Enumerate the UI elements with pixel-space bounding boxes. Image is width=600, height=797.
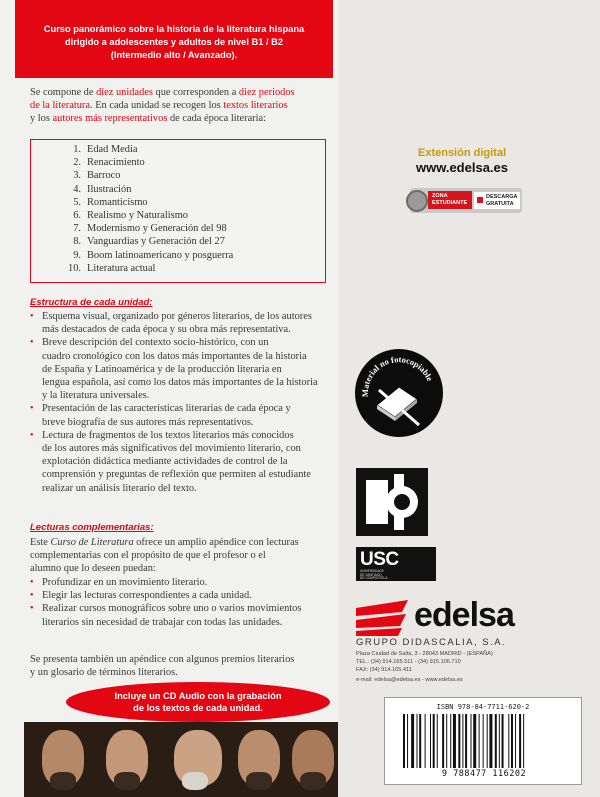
banner-line-2: dirigido a adolescentes y adultos de nivel B1 / B2 — [64, 37, 284, 47]
publisher-address: Plaza Ciudad de Salta, 3 - 28043 MADRID - (ESPAÑA) — [356, 651, 493, 657]
estructura-title: Estructura de cada unidad: — [30, 297, 153, 308]
intro-text: y los — [30, 113, 53, 124]
unit-item — [63, 196, 233, 209]
bullet-icon: • — [30, 577, 34, 588]
no-photocopy-icon — [355, 349, 443, 437]
intro-text: que corresponden a — [152, 87, 239, 98]
banner-line-1: Curso panorámico sobre la historia de la literatura hispana — [43, 24, 305, 34]
intro-text: Se compone de — [30, 87, 97, 98]
unit-label: Ilustración — [87, 183, 132, 195]
unit-item — [63, 183, 233, 196]
portrait-beard — [300, 772, 326, 790]
publisher-email[interactable]: e-mail: edelsa@edelsa.es - www.edelsa.es — [356, 677, 463, 683]
bullet-line: comprensión y preguntas de reflexión que permiten al estudiante — [42, 469, 311, 481]
bullet-line: Presentación de las características literarias de cada época y — [42, 403, 291, 415]
unit-label: Modernismo y Generación del 98 — [87, 223, 227, 235]
lecturas-text: Este — [30, 537, 51, 548]
bullet-line: más destacados de cada época y su obra más representativa. — [42, 324, 291, 336]
bullet-icon: • — [30, 311, 34, 322]
unit-label: Vanguardias y Generación del 27 — [87, 236, 225, 248]
unit-number: 3. — [73, 170, 81, 182]
bullet-line: Esquema visual, organizado por géneros literarios, de los autores — [42, 311, 312, 322]
unit-label: Boom latinoamericano y posguerra — [87, 249, 234, 261]
unit-item — [63, 262, 233, 275]
bullet-line: lengua española, así como los datos más importantes de la historia — [42, 377, 318, 388]
free-download-label — [474, 192, 520, 209]
units-box — [30, 139, 326, 283]
bullet-line: cuadro cronológico con los datos más importantes de la historia — [42, 350, 307, 362]
bullet-line: Elegir las lecturas correspondientes a cada unidad. — [42, 590, 252, 602]
portrait-4 — [238, 730, 280, 786]
bullet-line: Breve descripción del contexto socio-histórico, con un — [42, 337, 269, 349]
bullet-line: Realizar cursos monográficos sobre uno o varios movimientos — [42, 603, 302, 615]
unit-number: 7. — [73, 223, 81, 235]
intro-highlight: autores más representativos — [52, 113, 168, 124]
intro-line-2 — [30, 99, 288, 112]
zona-text: ZONA — [432, 193, 448, 199]
bullet-item — [30, 336, 318, 402]
usc-letters: USC — [360, 549, 399, 570]
portrait-beard — [182, 772, 208, 790]
unit-label: Realismo y Naturalismo — [87, 210, 189, 222]
student-zone-button[interactable] — [410, 188, 522, 213]
unit-item — [63, 169, 233, 182]
bullet-line: explotación didáctica mediante actividades de control de la — [42, 456, 288, 468]
unit-number: 4. — [73, 183, 81, 195]
isbn-barcode — [384, 697, 582, 785]
bullet-line: Lectura de fragmentos de los textos literarios más conocidos — [42, 429, 294, 441]
lecturas-line-2: complementarias con el propósito de que el profesor o el — [30, 550, 266, 561]
unit-number: 9. — [73, 249, 81, 261]
usc-logo — [356, 547, 436, 581]
publisher-tel: TEL.: (34) 914.165.511 - (34) 915.106.710 — [356, 659, 461, 665]
bullet-icon: • — [30, 429, 34, 441]
stamp-text: Material no fotocopiable — [359, 354, 436, 398]
usc-subtitle — [360, 570, 387, 581]
extension-title: Extensión digital — [417, 147, 506, 159]
cd-line-1: Incluye un CD Audio con la grabación — [114, 691, 282, 701]
usc-sub-1: UNIVERSIDADE — [360, 569, 384, 573]
portrait-2 — [106, 730, 148, 786]
isbn-label: ISBN 978-84-7711-620-2 — [436, 703, 530, 711]
unit-item — [63, 222, 233, 235]
bullet-icon: • — [30, 337, 34, 349]
unit-number: 5. — [73, 196, 81, 208]
usc-sub-3: DE COMPOSTELA — [360, 576, 388, 581]
publisher-fax: FAX: (34) 914.165.411 — [356, 667, 412, 673]
lecturas-line-1 — [30, 536, 299, 549]
bullet-item — [30, 602, 301, 628]
lecturas-line-3: alumno que lo deseen puedan: — [30, 563, 156, 574]
unit-number: 2. — [73, 157, 81, 169]
unit-number: 10. — [68, 262, 81, 274]
bullet-item — [30, 576, 207, 589]
unit-label: Romanticismo — [87, 196, 148, 208]
unit-number: 6. — [73, 210, 81, 222]
intro-highlight: de la literatura — [30, 100, 90, 111]
intro-highlight: diez unidades — [96, 87, 153, 98]
unit-item — [63, 143, 233, 156]
lecturas-text: ofrece un amplio apéndice con lecturas — [133, 537, 299, 548]
flag-icon — [477, 197, 483, 203]
unit-item — [63, 249, 233, 262]
cd-disc-icon — [406, 190, 428, 212]
bullet-line: literarios sin necesidad de trabajar con todas las unidades. — [42, 616, 283, 628]
unit-label: Edad Media — [87, 144, 138, 155]
portrait-5 — [292, 730, 334, 786]
book-title: Curso de Literatura — [50, 537, 134, 548]
unit-item — [63, 156, 233, 169]
intro-highlight: textos literarios — [223, 100, 288, 111]
portrait-beard — [246, 772, 272, 790]
usc-sub-2: DE SANTIAGO — [360, 572, 382, 577]
banner-line-3: (Intermedio alto / Avanzado). — [110, 50, 238, 60]
barcode-icon — [403, 714, 565, 770]
unit-label: Literatura actual — [87, 262, 156, 274]
bullet-line: Profundizar en un movimiento literario. — [42, 577, 208, 588]
bullet-icon: • — [30, 603, 34, 615]
units-list — [63, 143, 233, 275]
unit-item — [63, 209, 233, 222]
intro-text: . En cada unidad se recogen los — [90, 100, 224, 111]
extension-url[interactable]: www.edelsa.es — [415, 160, 508, 175]
bullet-item — [30, 589, 252, 602]
bullet-icon: • — [30, 403, 34, 415]
estudiante-text: ESTUDIANTE — [432, 200, 468, 206]
didascalia-logo-icon — [356, 468, 428, 536]
bullet-item — [30, 402, 291, 428]
apendice-line-1: Se presenta también un apéndice con algunos premios literarios — [30, 654, 295, 665]
intro-line-1 — [30, 86, 295, 99]
unit-label: Barroco — [87, 170, 121, 182]
digital-extension — [402, 147, 522, 217]
unit-item — [63, 235, 233, 248]
portrait-beard — [50, 772, 76, 790]
bullet-line: de España y Latinoamérica y de la producción literaria en — [42, 363, 282, 375]
intro-text: de cada época literaria: — [167, 113, 267, 124]
publisher-group: GRUPO DIDASCALIA, S.A. — [356, 637, 507, 648]
bullet-icon: • — [30, 590, 34, 602]
portrait-beard — [114, 772, 140, 790]
bullet-line: breve biografía de sus autores más representativos. — [42, 416, 254, 428]
unit-label: Renacimiento — [87, 157, 145, 169]
student-zone-label — [428, 191, 472, 209]
cd-line-2: de los textos de cada unidad. — [133, 703, 263, 713]
bullet-line: y la literatura universales. — [42, 390, 150, 402]
edelsa-wordmark: edelsa — [414, 596, 514, 634]
barcode-digits: 9 788477 116202 — [441, 769, 527, 779]
intro-highlight: diez periodos — [238, 87, 295, 98]
bullet-line: de los autores más significativos del movimiento literario, con — [42, 443, 301, 454]
author-portraits — [24, 722, 338, 797]
edelsa-arrow-icon — [356, 598, 414, 638]
intro-line-3 — [30, 112, 266, 125]
unit-number: 8. — [73, 236, 81, 248]
descarga-text: DESCARGA — [486, 194, 518, 200]
portrait-1 — [42, 730, 84, 786]
no-photocopy-stamp — [355, 349, 443, 437]
apendice-line-2: y un glosario de términos literarios. — [30, 667, 178, 678]
bullet-line: realizar un análisis literario del texto. — [42, 482, 197, 494]
bullet-item — [30, 429, 311, 495]
lecturas-title: Lecturas complementarias: — [30, 522, 154, 533]
didascalia-logo — [356, 468, 428, 536]
edelsa-logo — [356, 596, 536, 640]
level-banner — [15, 0, 333, 78]
unit-number: 1. — [73, 144, 81, 155]
gratuita-text: GRATUITA — [486, 201, 514, 207]
portrait-3 — [174, 730, 222, 786]
bullet-item — [30, 310, 312, 336]
cd-audio-badge — [66, 682, 330, 722]
